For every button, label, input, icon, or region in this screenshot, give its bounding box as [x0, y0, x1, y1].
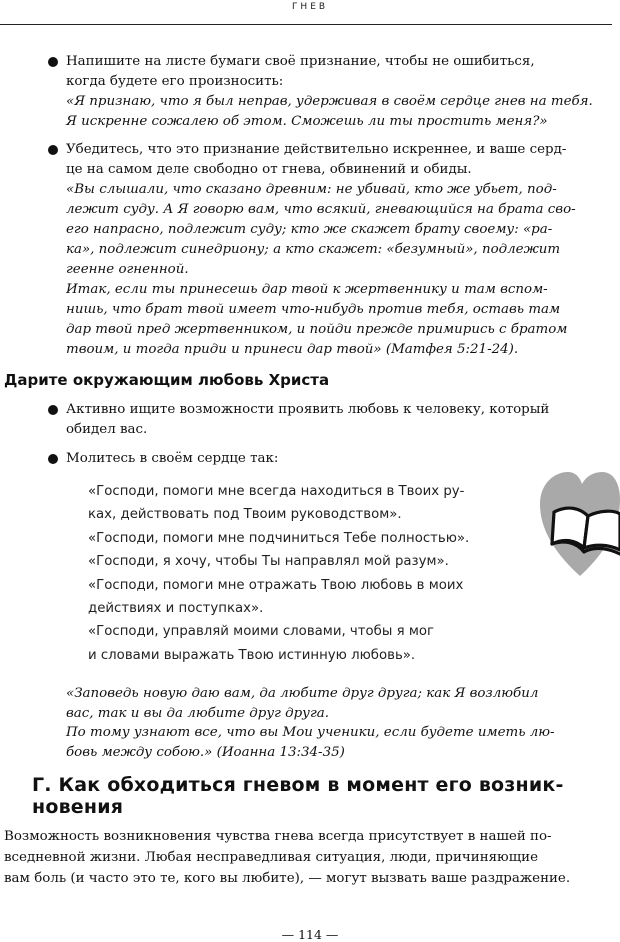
prayer-line: ках, действовать под Твоим руководством». [88, 507, 402, 523]
prayer-line: «Господи, помоги мне отражать Твою любовь в моих [88, 577, 464, 593]
text-line: Молитесь в своём сердце так: [66, 451, 279, 466]
verse-line: По тому узнают все, что вы Мои ученики, если будете иметь лю- [66, 725, 555, 740]
text-line: це на самом деле свободно от гнева, обвинений и обиды. [66, 162, 472, 177]
body-paragraph [4, 826, 612, 889]
bullet-dot [48, 145, 58, 155]
quote-line: «Я признаю, что я был неправ, удерживая в своём сердце гнев на тебя. [66, 94, 593, 109]
text-line: обидел вас. [66, 422, 148, 437]
prayer-line: «Господи, управляй моими словами, чтобы я мог [88, 624, 434, 640]
section-subheading: Дарите окружающим любовь Христа [4, 371, 330, 389]
bullet-show-love [48, 400, 608, 440]
prayer-line: действиях и поступках». [88, 601, 264, 617]
quote-line: Я искренне сожалею об этом. Сможешь ли ты простить меня?» [66, 114, 548, 129]
quote-line: дар твой пред жертвенником, и пойди прежде примирись с братом [66, 322, 568, 337]
text-line: Убедитесь, что это признание действительно искреннее, и ваше серд- [66, 142, 567, 157]
quote-line: нишь, что брат твой имеет что-нибудь против тебя, оставь там [66, 302, 561, 317]
quote-line: «Вы слышали, что сказано древним: не убивай, кто же убьет, под- [66, 182, 557, 197]
running-head: ГНЕВ [291, 2, 329, 12]
paragraph-line: вам боль (и часто это те, кого вы любите), — могут вызвать ваше раздражение. [4, 871, 571, 886]
prayer-line: «Господи, помоги мне подчиниться Тебе полностью». [88, 530, 470, 546]
prayer-block [88, 480, 528, 667]
prayer-line: «Господи, помоги мне всегда находиться в Твоих ру- [88, 484, 465, 499]
bullet-dot [48, 454, 58, 464]
prayer-line: и словами выражать Твою истинную любовь». [88, 647, 416, 663]
text-line: когда будете его произносить: [66, 74, 284, 89]
heading-line: Г. Как обходиться гневом в момент его возник- [32, 774, 564, 796]
verse-line: бовь между собою.» (Иоанна 13:34-35) [66, 744, 345, 760]
heading-line: новения [32, 796, 124, 818]
bullet-confession [48, 52, 608, 132]
section-heading [32, 774, 612, 818]
header-rule [0, 24, 612, 25]
text-line: Напишите на листе бумаги своё признание, чтобы не ошибиться, [66, 54, 535, 69]
bullet-sincerity [48, 140, 608, 360]
quote-line: геенне огненной. [66, 262, 189, 277]
quote-line: ка», подлежит синедриону; а кто скажет: «безумный», подлежит [66, 242, 561, 257]
bullet-dot [48, 57, 58, 67]
verse-line: вас, так и вы да любите друг друга. [66, 705, 329, 721]
page-number: — 114 — [281, 927, 339, 942]
quote-line: лежит суду. А Я говорю вам, что всякий, гневающийся на брата сво- [66, 202, 576, 217]
text-line: Активно ищите возможности проявить любовь к человеку, который [66, 402, 550, 417]
quote-line: его напрасно, подлежит суду; кто же скажет брату своему: «ра- [66, 222, 553, 237]
prayer-line: «Господи, я хочу, чтобы Ты направлял мой разум». [88, 554, 449, 570]
quote-line: Итак, если ты принесешь дар твой к жертвеннику и там вспом- [66, 282, 548, 297]
quote-line: твоим, и тогда приди и принеси дар твой» (Матфея 5:21-24). [66, 342, 519, 357]
paragraph-line: вседневной жизни. Любая несправедливая ситуация, люди, причиняющие [4, 850, 539, 865]
verse-line: «Заповедь новую даю вам, да любите друг друга; как Я возлюбил [66, 686, 539, 701]
bullet-pray [48, 449, 608, 469]
scripture-verse [66, 684, 606, 762]
heart-book-illustration [540, 470, 620, 580]
paragraph-line: Возможность возникновения чувства гнева всегда присутствует в нашей по- [4, 829, 552, 844]
bullet-dot [48, 405, 58, 415]
